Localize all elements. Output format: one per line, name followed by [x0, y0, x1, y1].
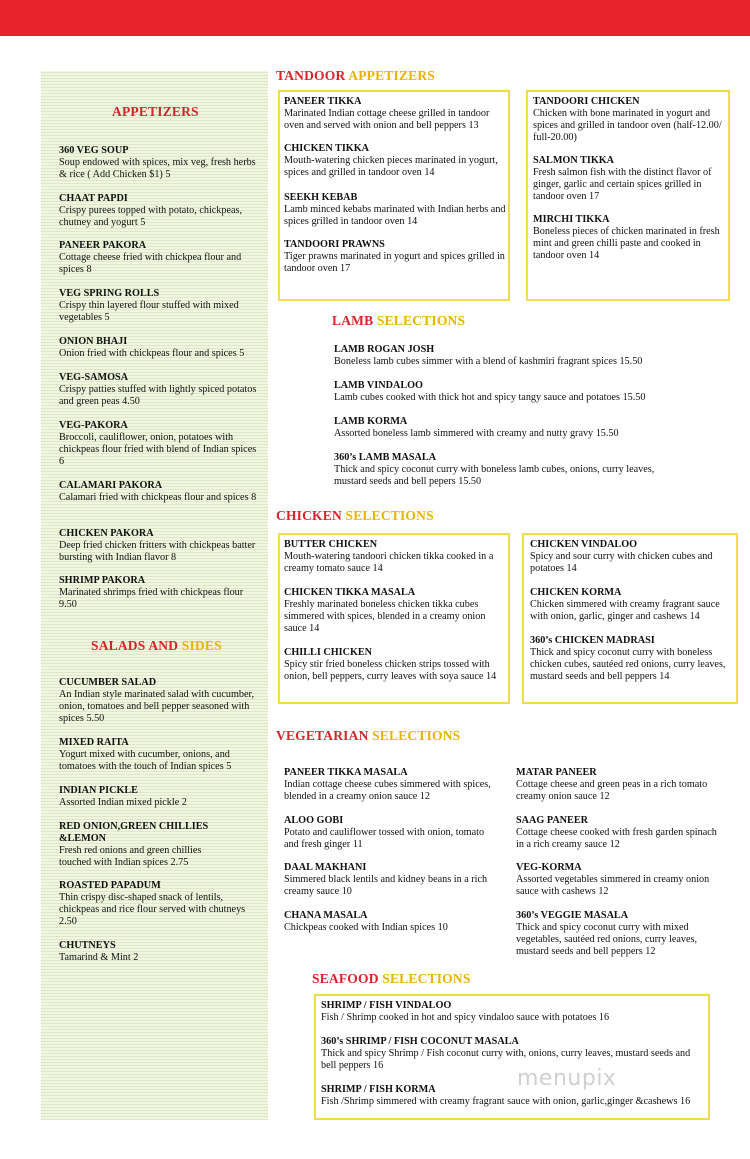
menu-item: LAMB ROGAN JOSH Boneless lamb cubes simmer with a blend of kashmiri fragrant spices 15.50	[334, 344, 643, 367]
lamb-title: LAMB SELECTIONS	[332, 313, 466, 328]
menu-item: ALOO GOBI Potato and cauliflower tossed with onion, tomato and fresh ginger 11	[284, 815, 485, 850]
menu-item: 360’s CHICKEN MADRASI Thick and spicy coconut curry with boneless chicken cubes, sautéed red onions, curry leaves, mustard seeds and bell peppers 14	[530, 635, 726, 682]
menu-item: 360 VEG SOUP Soup endowed with spices, mix veg, fresh herbs & rice ( Add Chicken $1) 5	[59, 145, 256, 180]
menu-item: SAAG PANEER Cottage cheese cooked with fresh garden spinach in a rich creamy sauce 12	[516, 815, 717, 850]
menu-item: SHRIMP / FISH KORMA Fish /Shrimp simmered with creamy fragrant sauce with onion, garlic,ginger &cashews 16	[321, 1084, 691, 1107]
menu-item: SHRIMP / FISH VINDALOO Fish / Shrimp cooked in hot and spicy vindaloo sauce with potatoes 16	[321, 1000, 610, 1023]
menu-item: BUTTER CHICKEN Mouth-watering tandoori chicken tikka cooked in a creamy tomato sauce 14	[284, 539, 494, 574]
top-banner	[0, 0, 750, 36]
menu-item: CALAMARI PAKORA Calamari fried with chickpeas flour and spices 8	[59, 480, 257, 503]
menu-item: VEG-SAMOSA Crispy patties stuffed with lightly spiced potatos and green peas 4.50	[59, 372, 257, 407]
menu-item: TANDOORI CHICKEN Chicken with bone marinated in yogurt and spices and grilled in tandoor oven (half-12.00/ full-20.00)	[533, 96, 722, 143]
menu-item: CHILLI CHICKEN Spicy stir fried boneless chicken strips tossed with onion, bell peppers, curry leaves with soya sauce 14	[284, 647, 497, 682]
menu-item: CHICKEN VINDALOO Spicy and sour curry with chicken cubes and potatoes 14	[530, 539, 713, 574]
vegetarian-title: VEGETARIAN SELECTIONS	[276, 728, 461, 743]
menu-item: TANDOORI PRAWNS Tiger prawns marinated in yogurt and spices grilled in tandoor oven 17	[284, 239, 505, 274]
menu-item: CHICKEN KORMA Chicken simmered with creamy fragrant sauce with onion, garlic, ginger and cashews 14	[530, 587, 720, 622]
menu-item: VEG SPRING ROLLS Crispy thin layered flour stuffed with mixed vegetables 5	[59, 288, 239, 323]
menu-item: 360’s SHRIMP / FISH COCONUT MASALA Thick and spicy Shrimp / Fish coconut curry with, onions, curry leaves, mustard seeds and bell peppers 16	[321, 1036, 691, 1071]
menu-item: LAMB VINDALOO Lamb cubes cooked with thick hot and spicy tangy sauce and potatoes 15.50	[334, 380, 646, 403]
tandoor-title: TANDOOR APPETIZERS	[276, 68, 436, 83]
menu-item: CHICKEN TIKKA Mouth-watering chicken pieces marinated in yogurt, spices and grilled in tandoor oven 14	[284, 143, 498, 178]
menu-item: CHUTNEYS Tamarind & Mint 2	[59, 940, 139, 963]
menu-item: CHICKEN TIKKA MASALA Freshly marinated boneless chicken tikka cubes simmered with spices, blended in a creamy onion sauce 14	[284, 587, 486, 634]
menu-item: VEG-PAKORA Broccoli, cauliflower, onion, potatoes with chickpeas flour fried with blend of Indian spices 6	[59, 420, 257, 467]
menu-item: CHAAT PAPDI Crispy purees topped with potato, chickpeas, chutney and yogurt 5	[59, 193, 243, 228]
menu-item: ONION BHAJI Onion fried with chickpeas flour and spices 5	[59, 336, 245, 359]
menu-item: 360’s VEGGIE MASALA Thick and spicy coconut curry with mixed vegetables, sautéed red onions, curry leaves, mustard seeds and bell peppers 12	[516, 910, 698, 957]
watermark: menupix	[517, 1066, 617, 1091]
menu-item: PANEER PAKORA Cottage cheese fried with chickpea flour and spices 8	[59, 240, 242, 275]
appetizers-title: APPETIZERS	[112, 104, 199, 119]
menu-item: MIXED RAITA Yogurt mixed with cucumber, onions, and tomatoes with the touch of Indian spices 5	[59, 737, 232, 772]
seafood-title: SEAFOOD SELECTIONS	[312, 971, 471, 986]
chicken-title: CHICKEN SELECTIONS	[276, 508, 434, 523]
menu-item: SEEKH KEBAB Lamb minced kebabs marinated with Indian herbs and spices grilled in tandoor oven 14	[284, 192, 506, 227]
menu-item: 360’s LAMB MASALA Thick and spicy coconut curry with boneless lamb cubes, onions, curry leaves, mustard seeds and bell pepers 15.50	[334, 452, 655, 487]
menu-item: LAMB KORMA Assorted boneless lamb simmered with creamy and nutty gravy 15.50	[334, 416, 619, 439]
menu-item: CHANA MASALA Chickpeas cooked with Indian spices 10	[284, 910, 448, 933]
menu-item: SHRIMP PAKORA Marinated shrimps fried with chickpeas flour 9.50	[59, 575, 244, 610]
menu-item: MATAR PANEER Cottage cheese and green peas in a rich tomato creamy onion sauce 12	[516, 767, 708, 802]
menu-item: CUCUMBER SALAD An Indian style marinated salad with cucumber, onion, tomatoes and bell pepper seasoned with spices 5.50	[59, 677, 255, 724]
menu-item: ROASTED PAPADUM Thin crispy disc-shaped snack of lentils, chickpeas and rice flour served with chutneys 2.50	[59, 880, 246, 927]
menu-item: INDIAN PICKLE Assorted Indian mixed pickle 2	[59, 785, 187, 808]
menu-item: SALMON TIKKA Fresh salmon fish with the distinct flavor of ginger, garlic and certain spices grilled in tandoor oven 17	[533, 155, 712, 202]
menu-item: PANEER TIKKA MASALA Indian cottage cheese cubes simmered with spices, blended in a creamy onion sauce 12	[284, 767, 491, 802]
menu-item: RED ONION,GREEN CHILLIES &LEMON Fresh red onions and green chillies touched with Indian spices 2.75	[59, 821, 209, 868]
menu-item: PANEER TIKKA Marinated Indian cottage cheese grilled in tandoor oven and served with onion and bell peppers 13	[284, 96, 490, 131]
menu-item: CHICKEN PAKORA Deep fried chicken fritters with chickpeas batter bursting with Indian flavor 8	[59, 528, 256, 563]
menu-item: VEG-KORMA Assorted vegetables simmered in creamy onion sauce with cashews 12	[516, 862, 710, 897]
menu-item: DAAL MAKHANI Simmered black lentils and kidney beans in a rich creamy sauce 10	[284, 862, 488, 897]
menu-item: MIRCHI TIKKA Boneless pieces of chicken marinated in fresh mint and green chilli paste and cooked in tandoor oven 14	[533, 214, 720, 261]
salads-sides-title: SALADS AND SIDES	[91, 638, 222, 653]
